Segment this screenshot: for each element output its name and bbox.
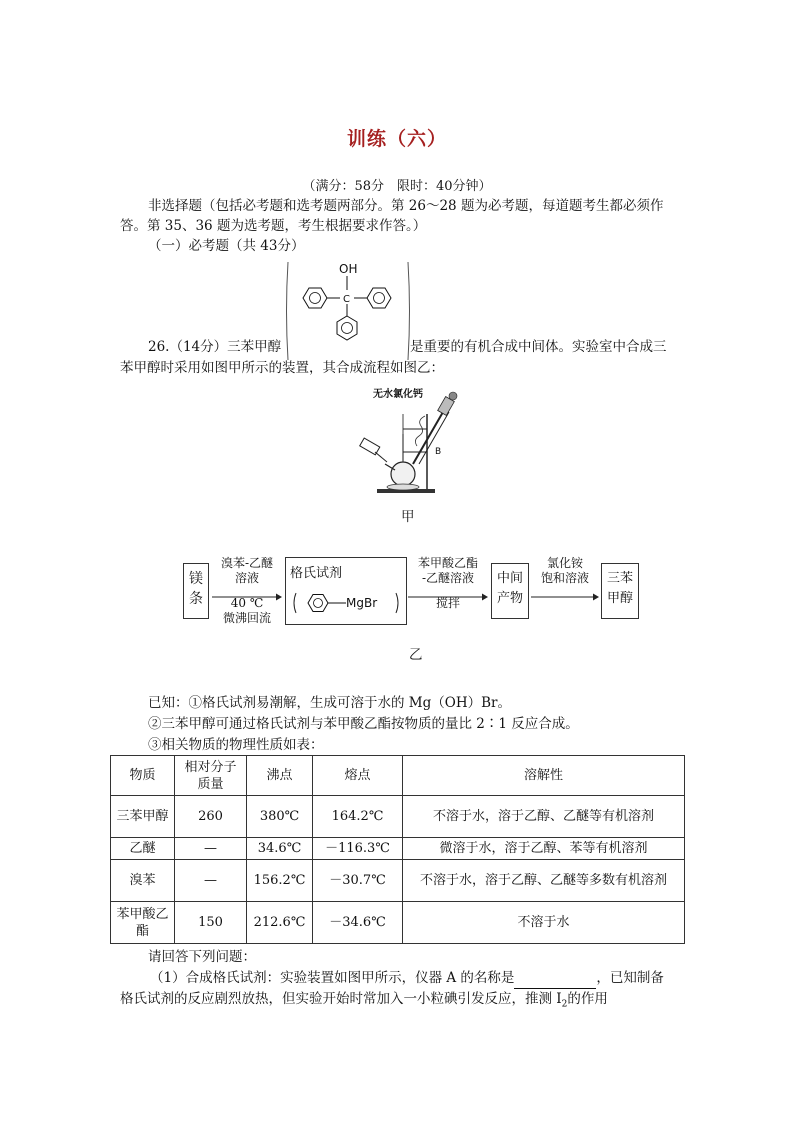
header-substance: 物质 xyxy=(111,756,175,796)
cell: －34.6℃ xyxy=(313,902,403,944)
flow-end-line-1: 三苯 xyxy=(606,571,633,586)
arrow2 xyxy=(408,586,488,594)
cell: 溴苯 xyxy=(111,860,175,902)
grignard-title: 格氏试剂 xyxy=(290,566,343,581)
table-row xyxy=(111,838,685,860)
header-molar-mass: 相对分子质量 xyxy=(175,756,247,796)
arrow3-top-line-1: 氯化铵 xyxy=(546,556,583,570)
table-row xyxy=(111,902,685,944)
header-solubility: 溶解性 xyxy=(403,756,685,796)
arrow1-top-line-1: 溴苯-乙醚 xyxy=(220,556,274,570)
arrow1-top-line-2: 溶液 xyxy=(234,571,259,585)
q1-part2: ，已知制备 xyxy=(596,970,664,986)
cell: 212.6℃ xyxy=(247,902,313,944)
arrow1-top-label xyxy=(212,556,282,586)
q26-line-2: 苯甲醇时采用如图甲所示的装置，其合成流程如图乙： xyxy=(120,360,444,376)
arrow2-top-label xyxy=(408,556,488,586)
oh-label: OH xyxy=(339,262,358,276)
arrow3 xyxy=(531,586,599,594)
cell: 156.2℃ xyxy=(247,860,313,902)
cell: －116.3℃ xyxy=(313,838,403,860)
flow-start-line-1: 镁 xyxy=(189,571,203,587)
known-2: ②三苯甲醇可通过格氏试剂与苯甲酸乙酯按物质的量比 2∶1 反应合成。 xyxy=(148,716,579,732)
q1-line2-text: 格氏试剂的反应剧烈放热，但实验开始时常加入一小粒碘引发反应，推测 I xyxy=(120,991,562,1007)
grignard-structure xyxy=(288,591,404,615)
cell: 150 xyxy=(175,902,247,944)
properties-table xyxy=(110,755,685,944)
cell: 三苯甲醇 xyxy=(111,796,175,838)
intro-line-1: 非选择题（包括必考题和选考题两部分。第 26～28 题为必考题，每道题考生都必须作 xyxy=(148,198,664,214)
flow-mid-box xyxy=(491,563,529,619)
cell: 乙醚 xyxy=(111,838,175,860)
grignard-box xyxy=(285,557,407,625)
cell: 164.2℃ xyxy=(313,796,403,838)
cell: 260 xyxy=(175,796,247,838)
flow-start-line-2: 条 xyxy=(189,591,203,607)
arrow3-top-label xyxy=(531,556,599,586)
arrow3-top-line-2: 饱和溶液 xyxy=(540,571,589,585)
cell: 微溶于水，溶于乙醇、苯等有机溶剂 xyxy=(403,838,685,860)
arrow2-top-line-1: 苯甲酸乙酯 xyxy=(417,556,478,570)
triphenylmethanol-structure xyxy=(284,260,412,362)
cell: — xyxy=(175,860,247,902)
q1-line-2 xyxy=(120,989,608,1016)
arrow1 xyxy=(212,586,282,594)
c-label: C xyxy=(343,294,350,305)
flow-mid-line-2: 产物 xyxy=(496,591,523,606)
arrow1-bottom-label xyxy=(212,596,282,626)
answer-prompt: 请回答下列问题： xyxy=(148,949,256,965)
cell: 不溶于水，溶于乙醇、乙醚等有机溶剂 xyxy=(403,796,685,838)
grignard-formula: MgBr xyxy=(346,596,378,610)
apparatus-figure xyxy=(355,384,485,496)
arrow1-bottom-line-2: 微沸回流 xyxy=(222,611,271,625)
q1-tail: 的作用 xyxy=(567,991,608,1007)
cell: 34.6℃ xyxy=(247,838,313,860)
cell: — xyxy=(175,838,247,860)
cell: 不溶于水 xyxy=(403,902,685,944)
q26-suffix: 是重要的有机合成中间体。实验室中合成三 xyxy=(410,339,667,355)
q1-part1: （1）合成格氏试剂：实验装置如图甲所示，仪器 A 的名称是 xyxy=(150,970,515,986)
header-melting-point: 熔点 xyxy=(313,756,403,796)
apparatus-b-label: B xyxy=(435,447,442,457)
q1-line-1 xyxy=(150,968,664,989)
table-row xyxy=(111,796,685,838)
q1-subscript: 2 xyxy=(561,999,568,1010)
cell: 380℃ xyxy=(247,796,313,838)
score-line: （满分：58分 限时：40分钟） xyxy=(302,179,492,194)
flow-start-box xyxy=(183,563,209,619)
known-3: ③相关物质的物理性质如表： xyxy=(148,737,324,753)
q26-prefix: 26.（14分）三苯甲醇 xyxy=(148,339,282,355)
cell: 苯甲酸乙酯 xyxy=(111,902,175,944)
figure-jia-label: 甲 xyxy=(401,509,415,525)
table-row xyxy=(111,860,685,902)
arrow2-bottom-label: 搅拌 xyxy=(435,596,460,610)
flow-end-box xyxy=(601,563,639,619)
flow-end-line-2: 甲醇 xyxy=(606,591,633,606)
page-title: 训练（六） xyxy=(346,128,447,150)
arrow2-top-line-2: -乙醚溶液 xyxy=(421,571,475,585)
header-boiling-point: 沸点 xyxy=(247,756,313,796)
cell: 不溶于水，溶于乙醇、乙醚等多数有机溶剂 xyxy=(403,860,685,902)
table-header-row xyxy=(111,756,685,796)
known-1: 已知：①格氏试剂易潮解，生成可溶于水的 Mg（OH）Br。 xyxy=(148,695,511,711)
figure-yi-label: 乙 xyxy=(409,647,423,663)
cell: －30.7℃ xyxy=(313,860,403,902)
section-heading: （一）必考题（共 43分） xyxy=(148,238,305,254)
answer-blank-a[interactable] xyxy=(514,974,596,989)
arrow1-bottom-line-1: 40 ℃ xyxy=(230,596,264,610)
flow-mid-line-1: 中间 xyxy=(496,571,523,586)
apparatus-label: 无水氯化钙 xyxy=(373,389,423,400)
intro-line-2: 答。第 35、36 题为选考题，考生根据要求作答。） xyxy=(120,218,427,234)
